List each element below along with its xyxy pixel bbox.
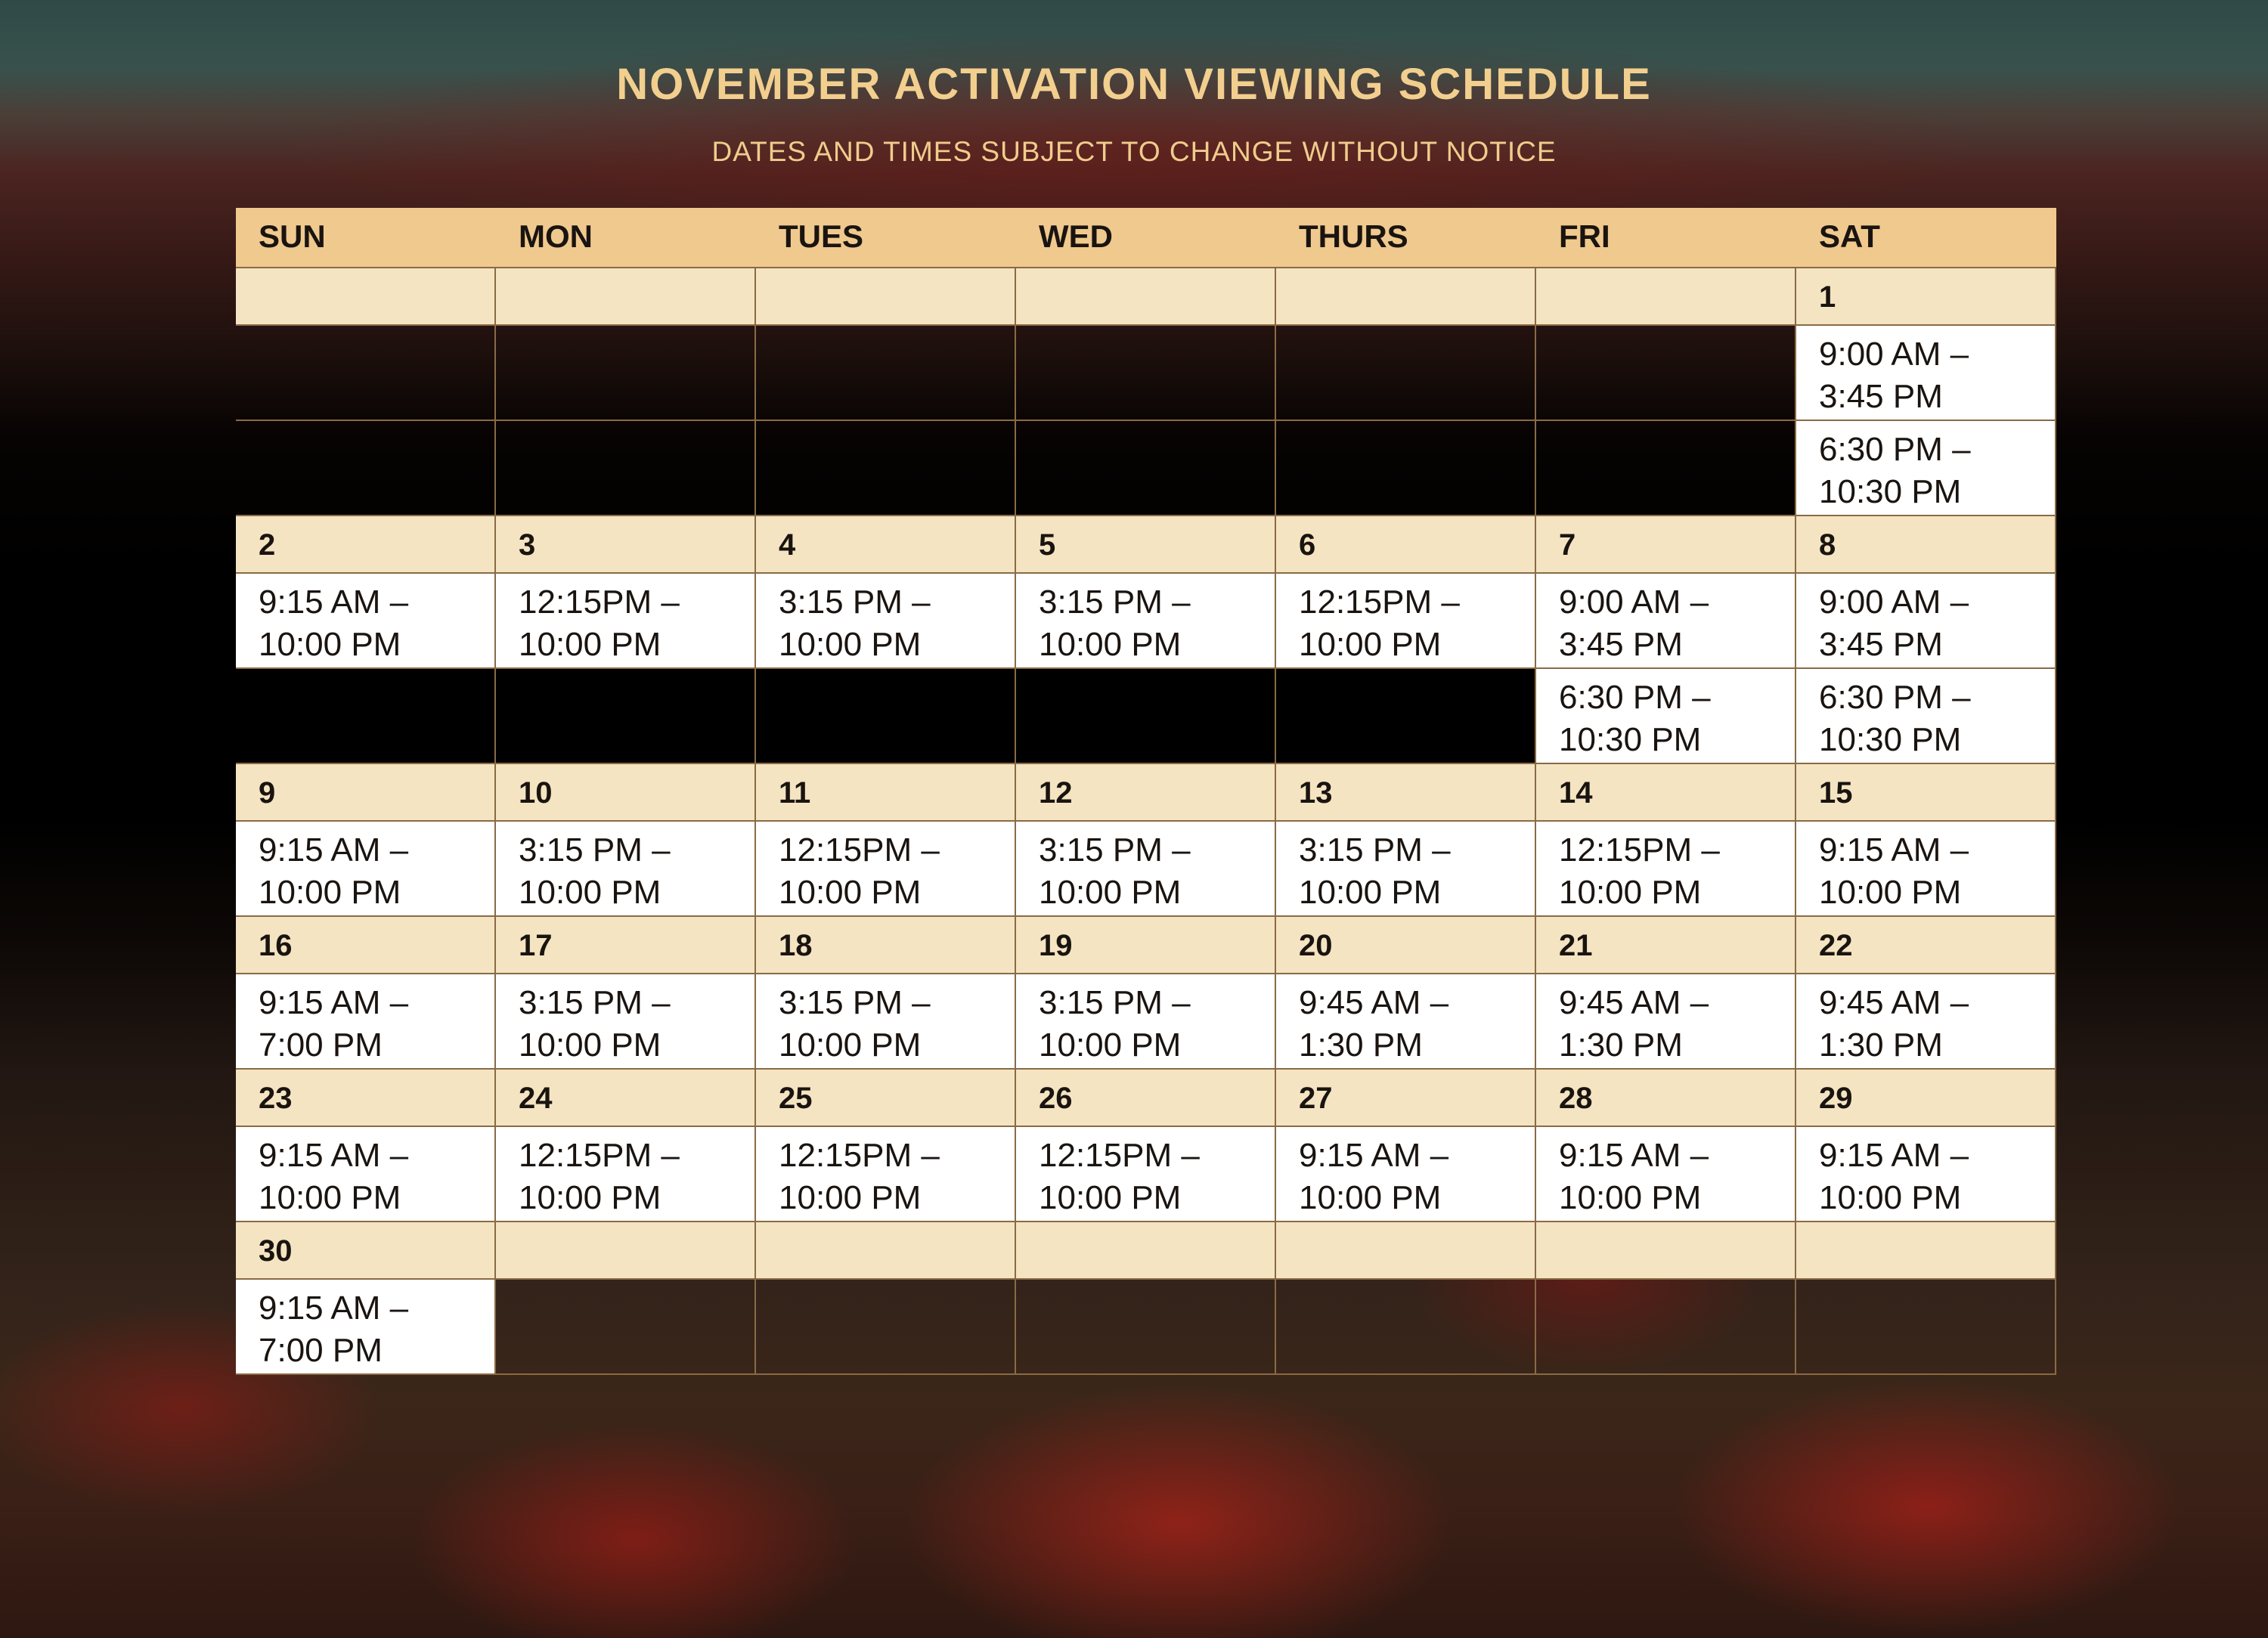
empty-slot [1536,326,1796,421]
date-cell-2: 2 [236,516,496,574]
time-slot [496,822,756,917]
date-cell-8: 8 [1796,516,2056,574]
time-slot-end: 10:00 PM [259,626,401,663]
day-header-thurs: THURS [1276,208,1536,268]
date-cell-4: 4 [756,516,1016,574]
date-cell-19: 19 [1016,917,1276,974]
time-slot [236,574,496,669]
date-cell-28: 28 [1536,1070,1796,1127]
date-cell-7: 7 [1536,516,1796,574]
time-slot-start: 6:30 PM – [1819,431,1971,468]
time-slot-start: 3:15 PM – [519,831,671,869]
time-slot-start: 12:15PM – [1039,1137,1200,1174]
date-cell-17: 17 [496,917,756,974]
empty-slot [496,421,756,516]
date-cell-20: 20 [1276,917,1536,974]
empty-slot [236,326,496,421]
time-slot-end: 1:30 PM [1299,1026,1423,1064]
time-slot-start: 9:45 AM – [1299,984,1449,1021]
date-cell-18: 18 [756,917,1016,974]
time-slot [496,1127,756,1222]
day-header-sun: SUN [236,208,496,268]
date-cell-12: 12 [1016,764,1276,822]
date-cell-empty [756,268,1016,326]
time-slot [756,974,1016,1070]
time-slot-start: 9:45 AM – [1559,984,1709,1021]
time-slot-end: 10:00 PM [519,626,662,663]
empty-slot [1536,1280,1796,1375]
time-slot [1016,974,1276,1070]
time-slot [236,1127,496,1222]
time-slot-start: 9:00 AM – [1559,584,1709,621]
time-slot-end: 10:00 PM [519,1026,662,1064]
date-cell-empty [1796,1222,2056,1280]
day-header-fri: FRI [1536,208,1796,268]
date-cell-22: 22 [1796,917,2056,974]
date-cell-11: 11 [756,764,1016,822]
time-slot-start: 3:15 PM – [519,984,671,1021]
time-slot-end: 10:00 PM [1039,1026,1182,1064]
time-slot-start: 9:15 AM – [1819,1137,1969,1174]
time-slot-end: 7:00 PM [259,1026,383,1064]
date-cell-empty [1016,1222,1276,1280]
time-slot-end: 1:30 PM [1819,1026,1943,1064]
time-slot [1796,326,2056,421]
page-title: NOVEMBER ACTIVATION VIEWING SCHEDULE [616,60,1652,109]
time-slot-end: 3:45 PM [1559,626,1683,663]
day-header-tues: TUES [756,208,1016,268]
time-slot-end: 10:00 PM [1559,1179,1702,1216]
empty-slot [496,326,756,421]
time-slot-end: 7:00 PM [259,1332,383,1369]
date-cell-empty [236,268,496,326]
time-slot-end: 3:45 PM [1819,626,1943,663]
time-slot-end: 10:00 PM [779,626,922,663]
time-slot-start: 9:15 AM – [259,984,409,1021]
empty-slot [1016,326,1276,421]
time-slot-end: 10:00 PM [779,874,922,911]
time-slot-start: 3:15 PM – [1039,984,1191,1021]
time-slot-start: 9:00 AM – [1819,584,1969,621]
time-slot [1536,574,1796,669]
time-slot-end: 10:00 PM [1039,874,1182,911]
time-slot-start: 12:15PM – [1299,584,1460,621]
time-slot-end: 10:00 PM [1039,626,1182,663]
time-slot-start: 12:15PM – [519,1137,680,1174]
empty-slot [756,669,1016,764]
time-slot-end: 10:00 PM [1039,1179,1182,1216]
time-slot [1536,1127,1796,1222]
time-slot-end: 1:30 PM [1559,1026,1683,1064]
date-cell-21: 21 [1536,917,1796,974]
empty-slot [236,669,496,764]
time-slot [1536,974,1796,1070]
date-cell-15: 15 [1796,764,2056,822]
empty-slot [1276,326,1536,421]
date-cell-10: 10 [496,764,756,822]
date-cell-14: 14 [1536,764,1796,822]
date-cell-empty [756,1222,1016,1280]
time-slot-end: 10:00 PM [259,874,401,911]
time-slot [756,822,1016,917]
date-cell-16: 16 [236,917,496,974]
empty-slot [756,1280,1016,1375]
date-cell-empty [496,268,756,326]
time-slot [236,822,496,917]
time-slot-start: 3:15 PM – [1039,584,1191,621]
empty-slot [1536,421,1796,516]
date-cell-6: 6 [1276,516,1536,574]
date-cell-empty [1016,268,1276,326]
time-slot [496,574,756,669]
time-slot-start: 3:15 PM – [779,984,931,1021]
time-slot [1796,822,2056,917]
time-slot [756,574,1016,669]
time-slot-end: 10:00 PM [1819,1179,1962,1216]
time-slot [1536,822,1796,917]
time-slot-start: 3:15 PM – [779,584,931,621]
time-slot-start: 12:15PM – [779,1137,940,1174]
date-cell-27: 27 [1276,1070,1536,1127]
time-slot [1016,822,1276,917]
date-cell-empty [1276,268,1536,326]
time-slot-start: 9:45 AM – [1819,984,1969,1021]
time-slot-start: 9:15 AM – [259,584,409,621]
time-slot-end: 10:00 PM [519,1179,662,1216]
empty-slot [1016,669,1276,764]
date-cell-1: 1 [1796,268,2056,326]
time-slot-start: 9:00 AM – [1819,336,1969,373]
day-header-wed: WED [1016,208,1276,268]
date-cell-empty [1536,268,1796,326]
date-cell-3: 3 [496,516,756,574]
time-slot-start: 9:15 AM – [1559,1137,1709,1174]
time-slot [1796,574,2056,669]
time-slot-end: 10:00 PM [779,1179,922,1216]
empty-slot [1276,421,1536,516]
time-slot [1536,669,1796,764]
date-cell-empty [1536,1222,1796,1280]
time-slot-end: 10:30 PM [1819,721,1962,758]
time-slot-start: 6:30 PM – [1559,679,1711,716]
empty-slot [496,1280,756,1375]
time-slot-end: 10:00 PM [1299,1179,1442,1216]
calendar-grid [236,208,2056,1372]
empty-slot [756,326,1016,421]
empty-slot [1276,669,1536,764]
time-slot-start: 6:30 PM – [1819,679,1971,716]
time-slot-start: 12:15PM – [519,584,680,621]
time-slot-end: 10:00 PM [1299,626,1442,663]
date-cell-empty [1276,1222,1536,1280]
time-slot-end: 3:45 PM [1819,378,1943,415]
empty-slot [1796,1280,2056,1375]
time-slot-end: 10:00 PM [259,1179,401,1216]
day-header-mon: MON [496,208,756,268]
page-subtitle: DATES AND TIMES SUBJECT TO CHANGE WITHOUT NOTICE [711,136,1557,167]
time-slot [496,974,756,1070]
time-slot [756,1127,1016,1222]
time-slot-end: 10:00 PM [519,874,662,911]
empty-slot [1016,421,1276,516]
time-slot-end: 10:30 PM [1559,721,1702,758]
time-slot-start: 3:15 PM – [1039,831,1191,869]
time-slot-end: 10:00 PM [779,1026,922,1064]
date-cell-24: 24 [496,1070,756,1127]
time-slot [1796,669,2056,764]
date-cell-26: 26 [1016,1070,1276,1127]
date-cell-23: 23 [236,1070,496,1127]
date-cell-29: 29 [1796,1070,2056,1127]
time-slot-start: 12:15PM – [779,831,940,869]
time-slot-start: 9:15 AM – [259,831,409,869]
time-slot-start: 9:15 AM – [259,1290,409,1327]
date-cell-5: 5 [1016,516,1276,574]
time-slot [1796,974,2056,1070]
date-cell-25: 25 [756,1070,1016,1127]
time-slot [1796,421,2056,516]
date-cell-9: 9 [236,764,496,822]
date-cell-30: 30 [236,1222,496,1280]
time-slot [1276,822,1536,917]
time-slot [1276,574,1536,669]
time-slot-start: 9:15 AM – [1819,831,1969,869]
time-slot-start: 9:15 AM – [1299,1137,1449,1174]
time-slot [236,974,496,1070]
time-slot-start: 12:15PM – [1559,831,1720,869]
empty-slot [496,669,756,764]
empty-slot [756,421,1016,516]
day-header-sat: SAT [1796,208,2056,268]
time-slot [1796,1127,2056,1222]
time-slot-end: 10:00 PM [1299,874,1442,911]
time-slot-end: 10:30 PM [1819,473,1962,510]
time-slot-start: 3:15 PM – [1299,831,1451,869]
empty-slot [1016,1280,1276,1375]
empty-slot [236,421,496,516]
time-slot-end: 10:00 PM [1559,874,1702,911]
time-slot [1016,574,1276,669]
date-cell-13: 13 [1276,764,1536,822]
time-slot [1276,974,1536,1070]
empty-slot [1276,1280,1536,1375]
time-slot [1276,1127,1536,1222]
time-slot [1016,1127,1276,1222]
time-slot-end: 10:00 PM [1819,874,1962,911]
time-slot-start: 9:15 AM – [259,1137,409,1174]
time-slot [236,1280,496,1375]
date-cell-empty [496,1222,756,1280]
